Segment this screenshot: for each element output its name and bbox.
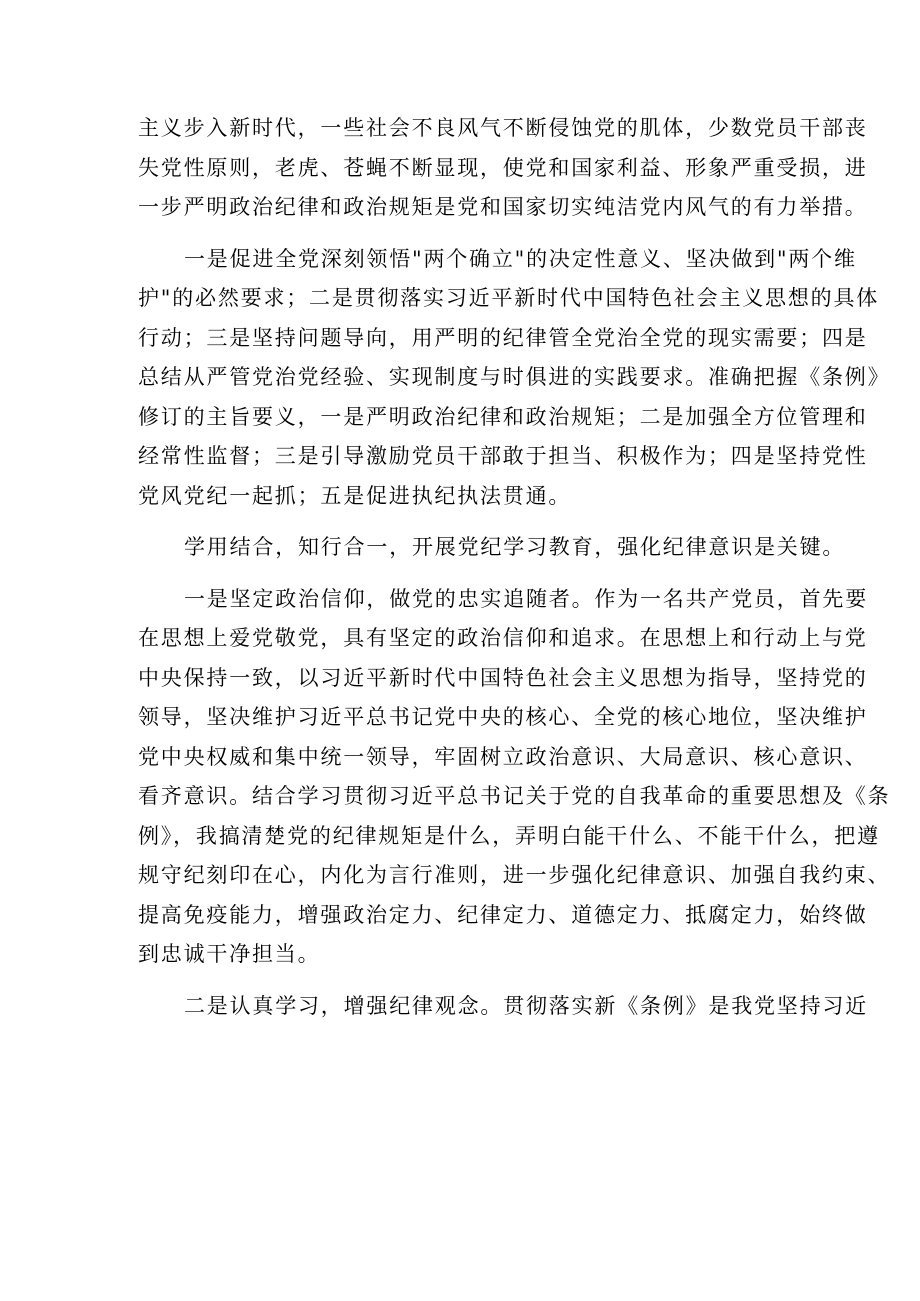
paragraph-line: 党中央权威和集中统一领导，牢固树立政治意识、大局意识、核心意识、 [138,744,868,769]
paragraph-line: 二是认真学习，增强纪律观念。贯彻落实新《条例》是我党坚持习近 [184,993,868,1018]
paragraph-line: 行动；三是坚持问题导向，用严明的纪律管全党治全党的现实需要；四是 [138,325,868,350]
paragraph-line: 中央保持一致，以习近平新时代中国特色社会主义思想为指导，坚持党的 [138,665,868,690]
paragraph-line: 例》，我搞清楚党的纪律规矩是什么，弄明白能干什么、不能干什么，把遵 [138,823,880,848]
paragraph-line: 护"的必然要求；二是贯彻落实习近平新时代中国特色社会主义思想的具体 [138,286,880,310]
paragraph-line: 党风党纪一起抓；五是促进执纪执法贯通。 [138,483,572,508]
paragraph-line: 一步严明政治纪律和政治规矩是党和国家切实纯洁党内风气的有力举措。 [138,195,868,219]
paragraph-line: 总结从严管党治党经验、实现制度与时俱进的实践要求。准确把握《条例》 [138,365,891,389]
paragraph-line: 主义步入新时代，一些社会不良风气不断侵蚀党的肌体，少数党员干部丧 [138,116,868,140]
paragraph-line: 修订的主旨要义，一是严明政治纪律和政治规矩；二是加强全方位管理和 [138,404,868,429]
paragraph-line: 到忠诚干净担当。 [138,942,321,966]
paragraph-line: 领导，坚决维护习近平总书记党中央的核心、全党的核心地位，坚决维护 [138,705,868,729]
paragraph-line: 看齐意识。结合学习贯彻习近平总书记关于党的自我革命的重要思想及《条 [138,784,891,808]
paragraph-line: 一是坚定政治信仰，做党的忠实追随者。作为一名共产党员，首先要 [184,586,868,611]
paragraph-line: 学用结合，知行合一，开展党纪学习教育，强化纪律意识是关键。 [184,535,846,559]
paragraph-line: 规守纪刻印在心，内化为言行准则，进一步强化纪律意识、加强自我约束、 [138,863,891,887]
paragraph-line: 一是促进全党深刻领悟"两个确立"的决定性意义、坚决做到"两个维 [184,246,857,271]
paragraph-line: 失党性原则，老虎、苍蝇不断显现，使党和国家利益、形象严重受损，进 [138,155,868,180]
paragraph-line: 提高免疫能力，增强政治定力、纪律定力、道德定力、抵腐定力，始终做 [138,902,868,927]
paragraph-line: 在思想上爱党敬党，具有坚定的政治信仰和追求。在思想上和行动上与党 [138,626,868,650]
document-body [138,109,891,1026]
paragraph-line: 经常性监督；三是引导激励党员干部敢于担当、积极作为；四是坚持党性 [138,444,868,468]
